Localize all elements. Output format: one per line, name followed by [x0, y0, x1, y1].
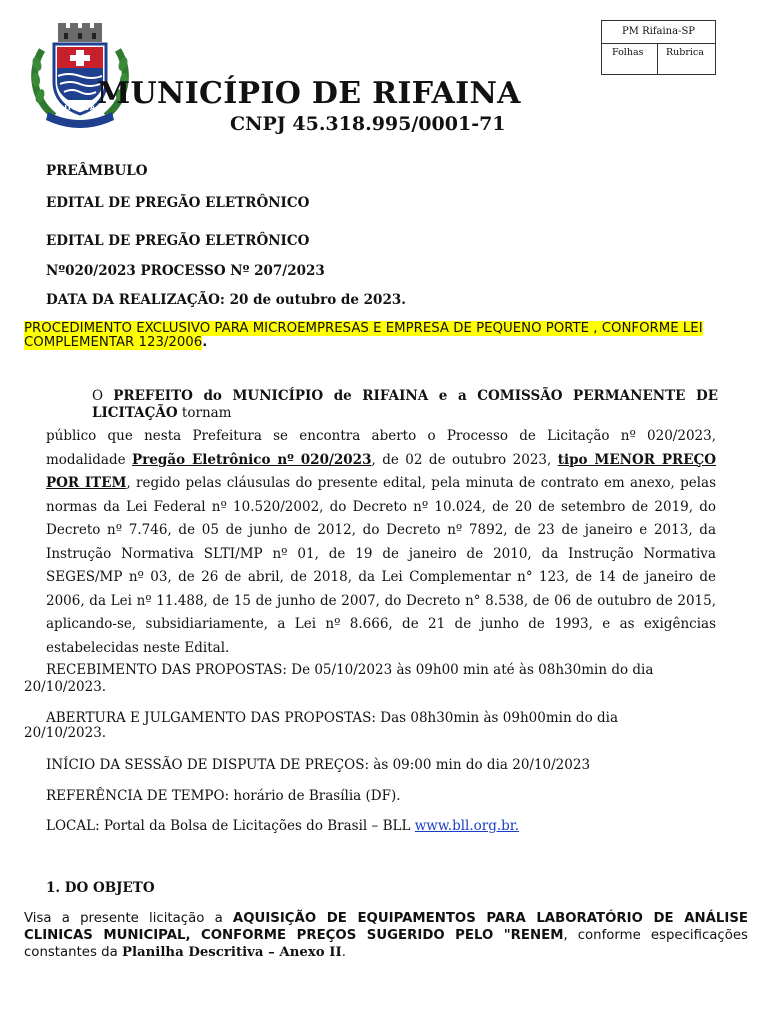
crest-ribbon-text: RIFAINA	[58, 104, 97, 112]
prefeito-o: O	[92, 388, 114, 404]
exclusive-procedure-notice	[24, 322, 746, 350]
page-title: MUNICÍPIO DE RIFAINA	[97, 76, 521, 111]
stamp-box	[601, 20, 716, 75]
stamp-folhas: Folhas	[602, 44, 658, 74]
objeto-paragraph	[24, 910, 748, 961]
edital-heading-1: EDITAL DE PREGÃO ELETRÔNICO	[46, 195, 310, 211]
objeto-text-4: Planilha Descritiva – Anexo II	[121, 945, 342, 960]
recebimento-line: RECEBIMENTO DAS PROPOSTAS: De 05/10/2023 às 09h00 min até às 08h30min do dia	[46, 662, 654, 678]
recebimento-date: 20/10/2023.	[24, 679, 107, 695]
highlight-end: .	[202, 335, 208, 350]
cnpj-line: CNPJ 45.318.995/0001-71	[230, 113, 506, 135]
local-text: LOCAL: Portal da Bolsa de Licitações do Brasil – BLL	[46, 818, 415, 834]
inicio-line: INÍCIO DA SESSÃO DE DISPUTA DE PREÇOS: às 09:00 min do dia 20/10/2023	[46, 757, 591, 773]
realization-date: DATA DA REALIZAÇÃO: 20 de outubro de 2023.	[46, 292, 406, 308]
bll-link[interactable]: www.bll.org.br.	[414, 818, 520, 834]
highlighted-text: PROCEDIMENTO EXCLUSIVO PARA MICROEMPRESAS E EMPRESA DE PEQUENO PORTE , CONFORME LEI COMPLEMENTAR 123/2006	[24, 321, 703, 350]
objeto-text-3: , conforme especificações constantes da	[24, 928, 748, 960]
objeto-text-5: .	[341, 945, 346, 960]
prefeito-bold: PREFEITO do MUNICÍPIO de RIFAINA e a COMISSÃO PERMANENTE DE LICITAÇÃO	[92, 388, 718, 421]
edital-heading-2: EDITAL DE PREGÃO ELETRÔNICO	[46, 233, 310, 249]
process-number: Nº020/2023 PROCESSO Nº 207/2023	[46, 263, 325, 279]
objeto-heading: 1. DO OBJETO	[46, 880, 155, 896]
body-paragraph	[46, 425, 716, 660]
stamp-rubrica: Rubrica	[666, 47, 704, 58]
preambulo-heading: PREÂMBULO	[46, 163, 148, 179]
objeto-text-2: AQUISIÇÃO DE EQUIPAMENTOS PARA LABORATÓRIO DE ANÁLISE CLINICAS MUNICIPAL, CONFORME PREÇOS SUGERIDO PELO "RENEM	[24, 911, 748, 943]
body-text-3: , regido pelas cláusulas do presente edital, pela minuta de contrato em anexo, pelas normas da Lei Federal nº 10.520/2002, do Decreto nº 10.024, de 20 de setembro de 2019, do Decreto nº 7.746, de 05 de junho de 2012, do Decreto nº 7892, de 23 de janeiro e 2013, da Instrução Normativa SLTI/MP nº 01, de 19 de janeiro de 2010, da Instrução Normativa SEGES/MP nº 03, de 26 de abril, de 2018, da Lei Complementar n° 123, de 14 de janeiro de 2006, da Lei nº 11.488, de 15 de junho de 2007, do Decreto n° 8.538, de 06 de outubro de 2015, aplicando-se, subsidiariamente, a Lei nº 8.666, de 21 de junho de 1993, e as exigências estabelecidas neste Edital.	[46, 475, 717, 656]
modalidade-text: Pregão Eletrônico nº 020/2023	[132, 451, 372, 468]
referencia-line: REFERÊNCIA DE TEMPO: horário de Brasília (DF).	[46, 788, 401, 804]
tipo-text: tipo MENOR PREÇO POR ITEM	[46, 451, 717, 491]
abertura-line: ABERTURA E JULGAMENTO DAS PROPOSTAS: Das 08h30min às 09h00min do dia	[46, 710, 618, 726]
prefeito-rest: tornam	[177, 405, 232, 421]
local-line	[46, 818, 519, 834]
objeto-text-1: Visa a presente licitação a	[24, 911, 233, 926]
stamp-org: PM Rifaina-SP	[602, 21, 715, 44]
body-text-2: , de 02 de outubro 2023,	[371, 451, 558, 468]
body-text-1: público que nesta Prefeitura se encontra aberto o Processo de Licitação nº 020/2023, modalidade	[46, 428, 716, 468]
abertura-date: 20/10/2023.	[24, 725, 107, 741]
prefeito-intro	[92, 388, 718, 422]
